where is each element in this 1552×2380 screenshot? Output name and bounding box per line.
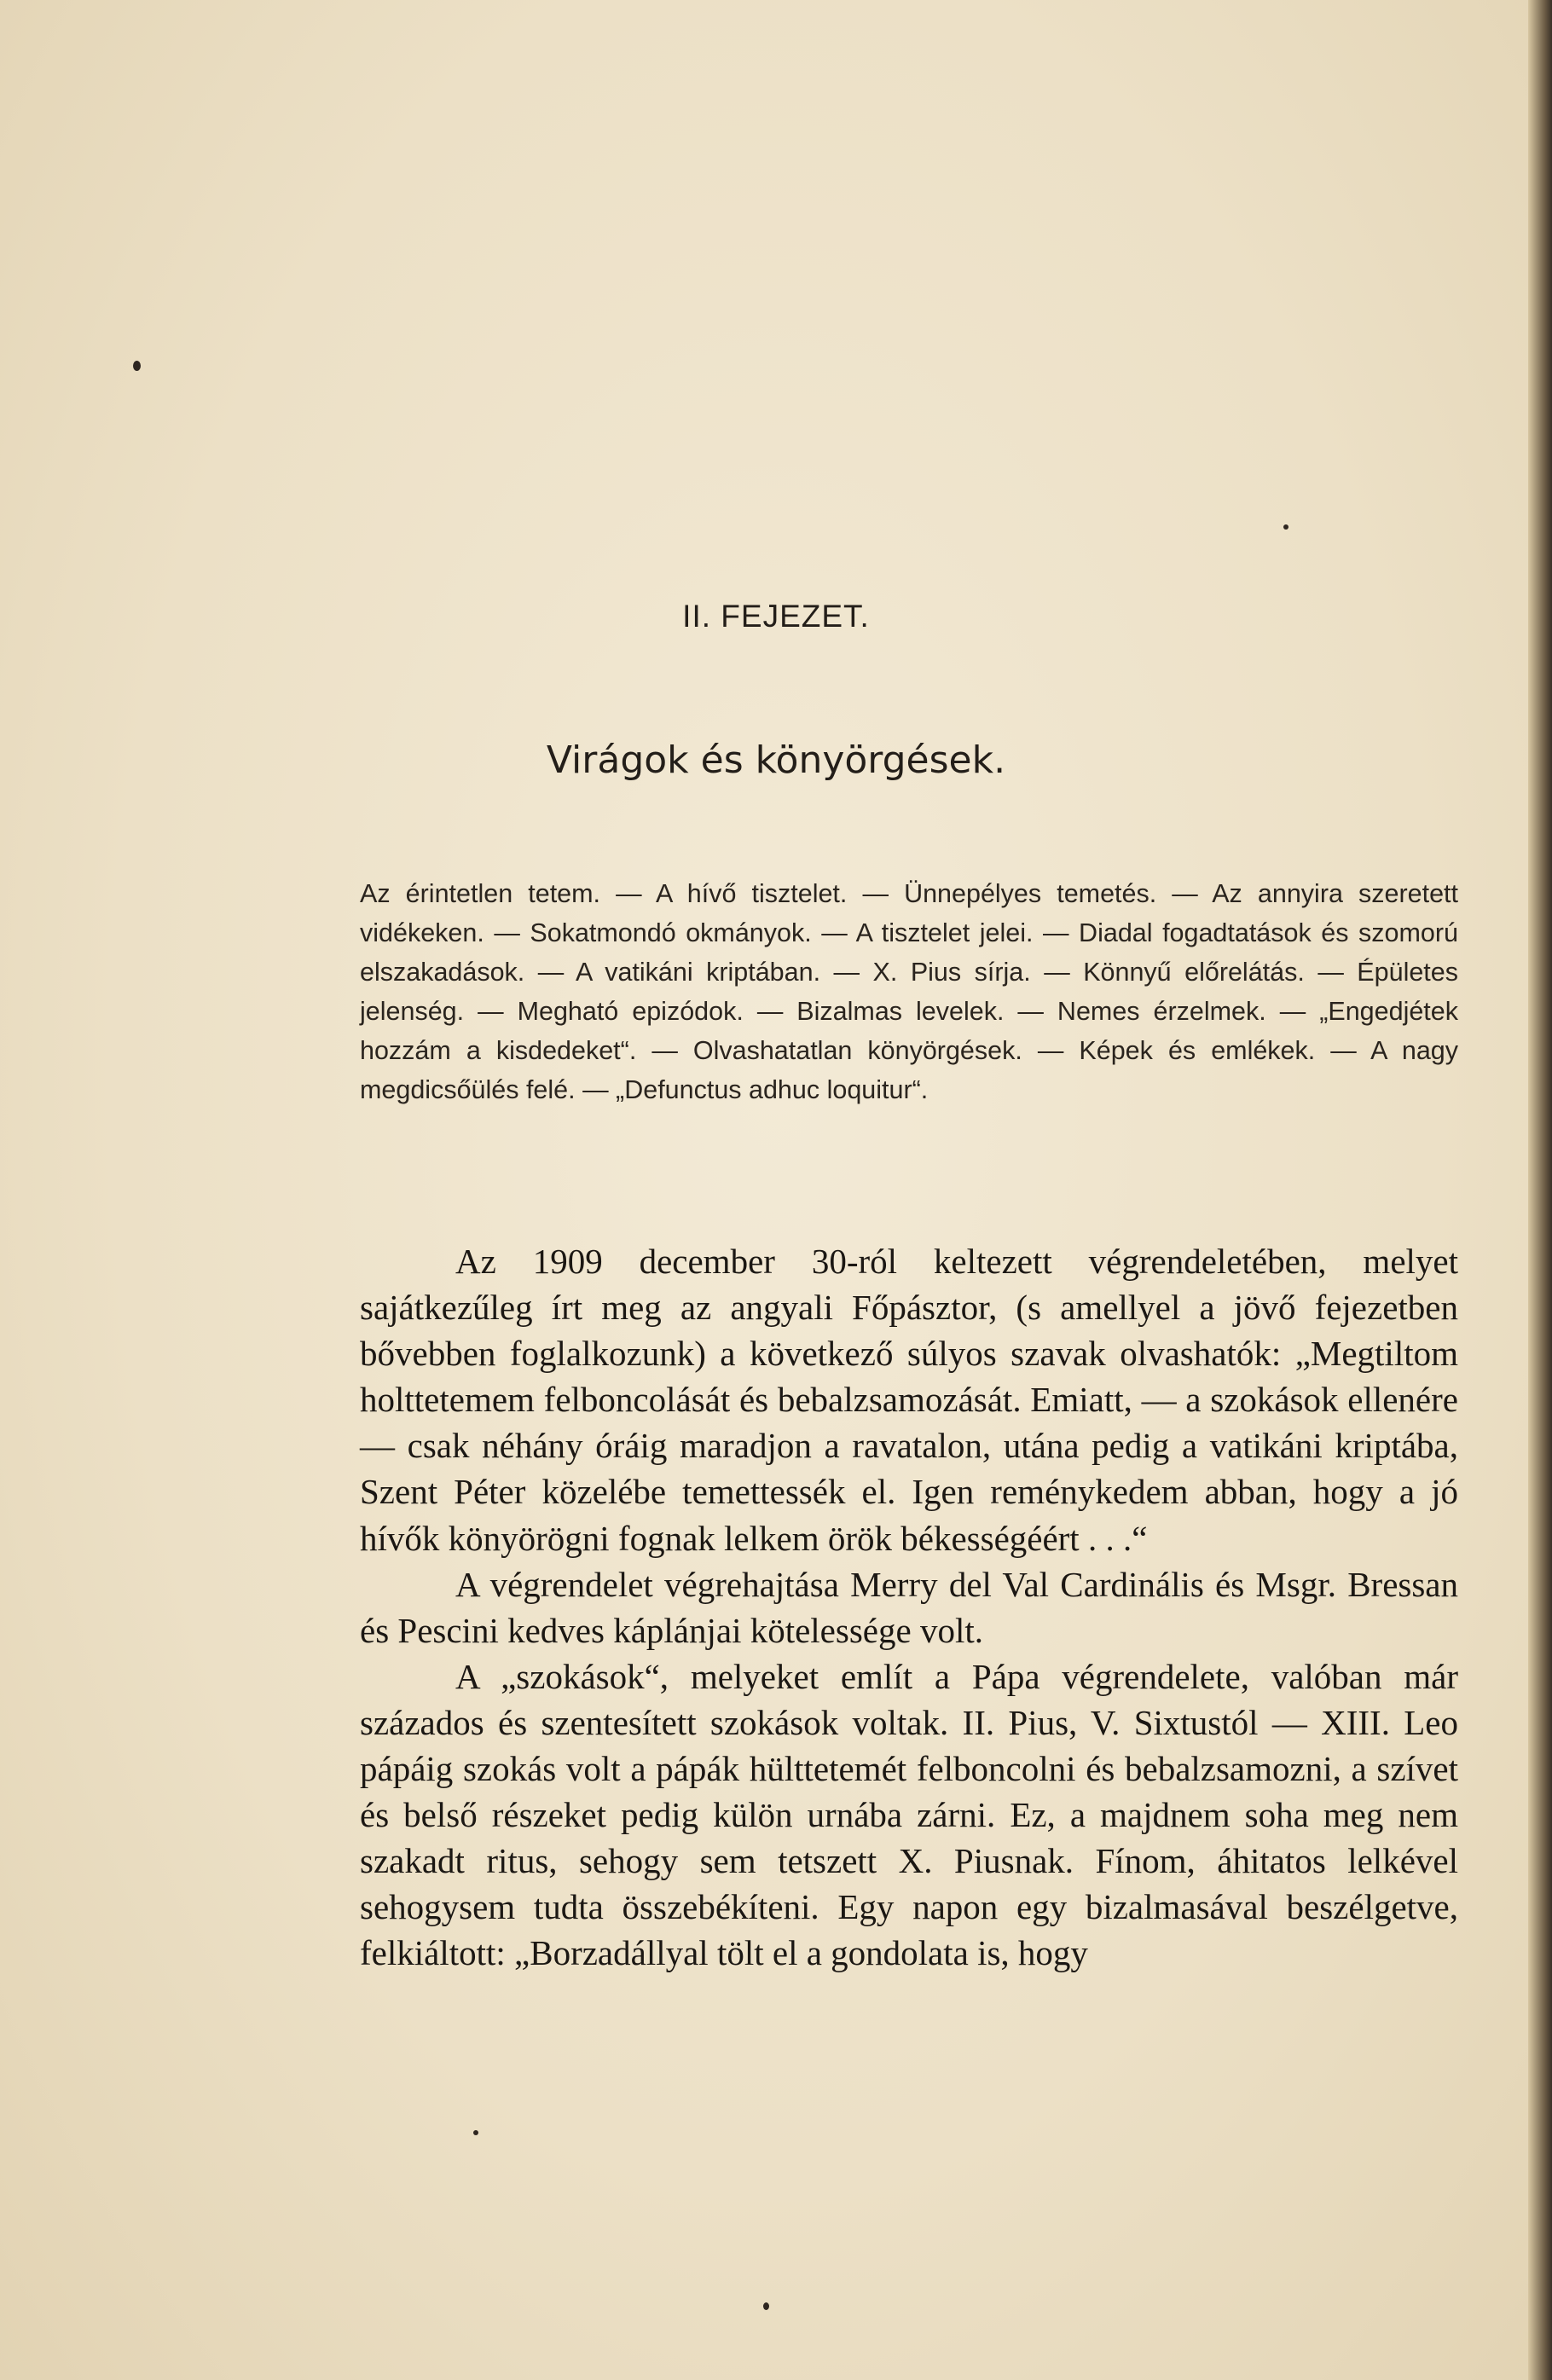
chapter-title: Virágok és könyörgések. [546, 738, 1006, 782]
body-text [360, 1238, 1458, 1977]
paragraph: A „szokások“, melyeket említ a Pápa végrendelete, valóban már százados és szentesített szokások voltak. II. Pius, V. Sixtustól — XIII. Leo pápáig szokás volt a pápák hülttetemét felboncolni és bebalzsamozni, a szívet és belső részeket pedig külön urnába zárni. Ez, a majdnem soha meg nem szakadt ritus, sehogy sem tetszett X. Piusnak. Fínom, áhitatos lelkével sehogysem tudta összebékíteni. Egy napon egy bizalmasával beszélgetve, felkiáltott: „Borzadállyal tölt el a gondolata is, hogy [360, 1656, 1458, 1973]
ink-speck [473, 2130, 478, 2135]
page-edge-shadow [1528, 0, 1552, 2380]
ink-speck [133, 361, 141, 371]
chapter-number: II. FEJEZET. [682, 599, 870, 634]
ink-speck [1283, 524, 1289, 530]
ink-speck [763, 2302, 769, 2310]
paragraph: Az 1909 december 30-ról keltezett végrendeletében, melyet sajátkezűleg írt meg az angyali Főpásztor, (s amellyel a jövő fejezetben bővebben foglalkozunk) a következő súlyos szavak olvashatók: „Megtiltom holttetemem felboncolását és bebalzsamozását. Emiatt, — a szokások ellenére — csak néhány óráig maradjon a ravatalon, utána pedig a vatikáni kriptába, Szent Péter közelébe temettessék el. Igen reménykedem abban, hogy a jó hívők könyörögni fognak lelkem örök békességéért . . .“ [360, 1242, 1458, 1558]
chapter-summary: Az érintetlen tetem. — A hívő tisztelet. — Ünnepélyes temetés. — Az annyira szeretett vidékeken. — Sokatmondó okmányok. — A tisztelet jelei. — Diadal fogadtatások és szomorú elszakadások. — A vatikáni kriptában. — X. Pius sírja. — Könnyű előrelátás. — Épületes jelenség. — Megható epizódok. — Bizalmas levelek. — Nemes érzelmek. — „Engedjétek hozzám a kisdedeket“. — Olvashatatlan könyörgések. — Képek és emlékek. — A nagy megdicsőülés felé. — „Defunctus adhuc loquitur“. [360, 879, 1458, 1104]
paragraph: A végrendelet végrehajtása Merry del Val Cardinális és Msgr. Bressan és Pescini kedves káplánjai kötelessége volt. [360, 1564, 1458, 1650]
